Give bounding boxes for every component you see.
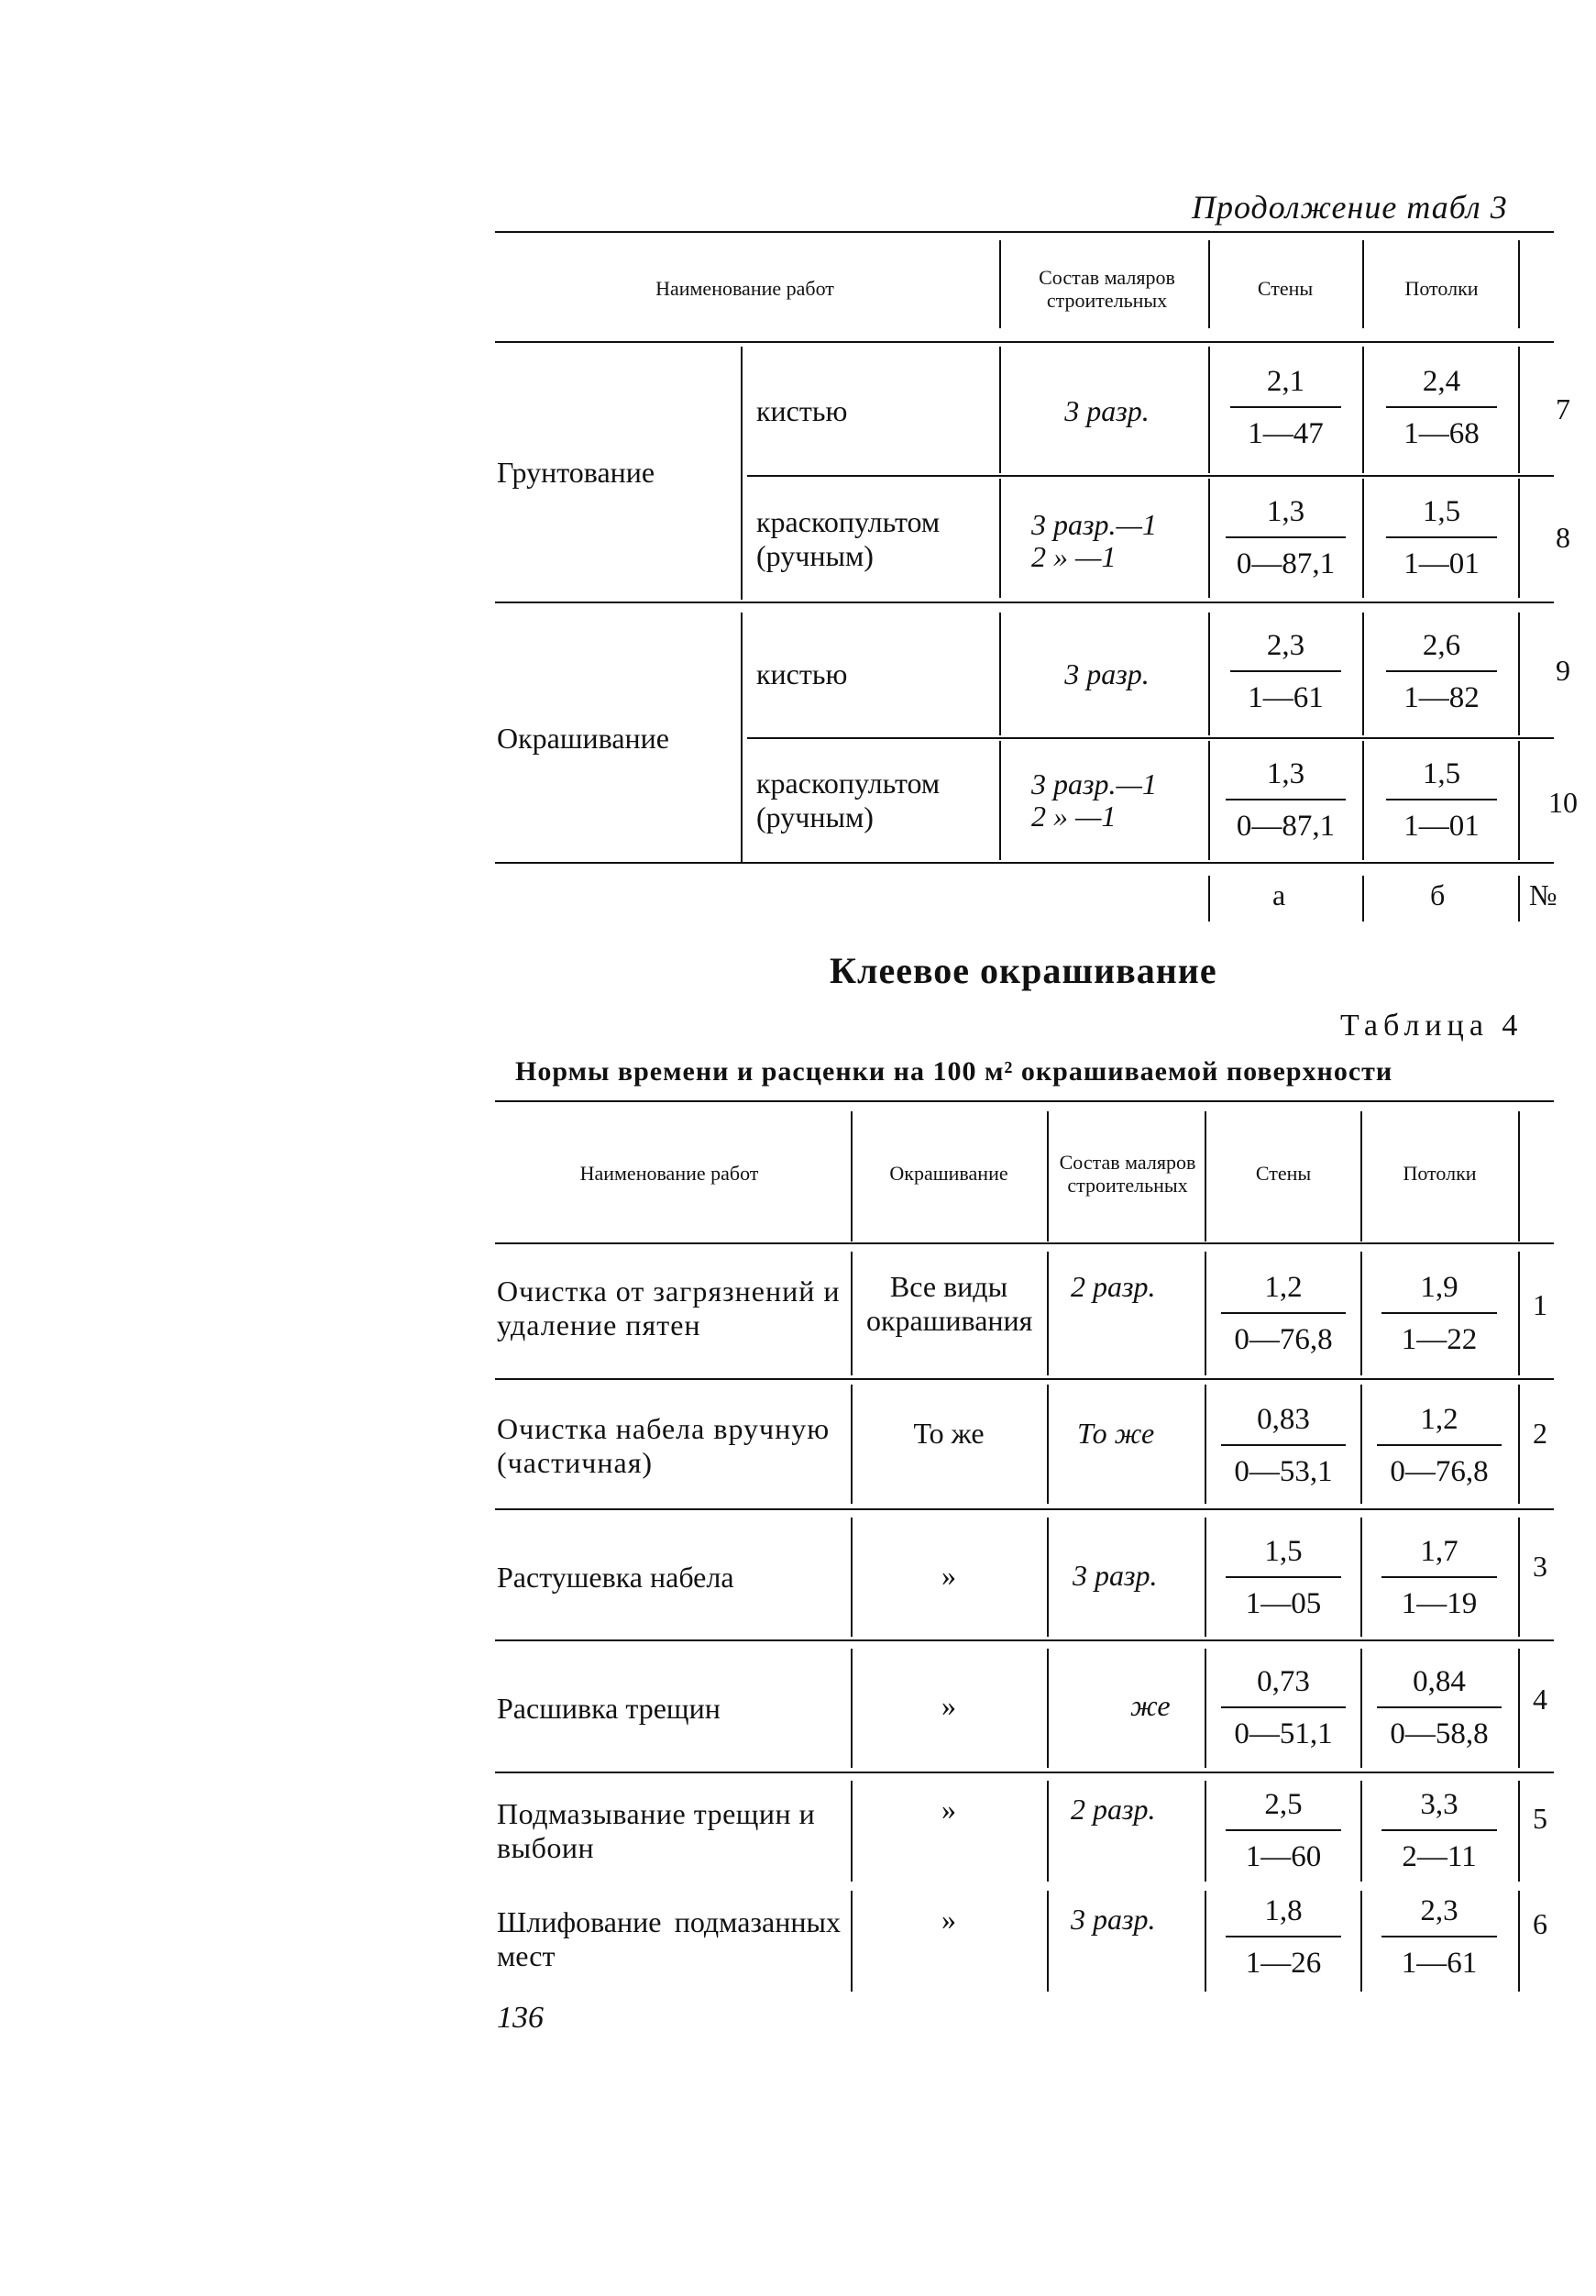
table4-row1-sep2 xyxy=(1047,1252,1049,1375)
table4-row6-sep3 xyxy=(1205,1891,1206,1992)
table3-row7-rule xyxy=(747,475,1554,477)
table3-row10-ceilings: 1,5 1—01 xyxy=(1375,759,1508,842)
table3-row8-walls: 1,3 0—87,1 xyxy=(1215,497,1357,580)
page-number: 136 xyxy=(497,2001,544,2035)
continuation-label: Продолжение табл 3 xyxy=(1192,189,1508,226)
table3-row8-sep4 xyxy=(1518,479,1520,598)
table4-row1-crew: 2 разр. xyxy=(1071,1270,1156,1303)
table3-group1-rule xyxy=(495,602,1554,603)
table4-row1-work: Очистка от загрязнений и удаление пятен xyxy=(497,1275,841,1341)
table3-row8-crew: 3 разр.—1 2 » —1 xyxy=(1031,508,1157,574)
table3-row8-ceilings: 1,5 1—01 xyxy=(1375,497,1508,580)
table4-row5-walls: 2,5 1—60 xyxy=(1215,1790,1352,1872)
table3-group2-sep xyxy=(741,613,743,862)
table4-row3-sep1 xyxy=(851,1518,853,1637)
table4-row5-sep4 xyxy=(1360,1781,1362,1882)
table4-row2-ceilings: 1,2 0—76,8 xyxy=(1366,1405,1513,1487)
table4-row4-ceilings: 0,84 0—58,8 xyxy=(1366,1667,1513,1750)
table3-header-sep4 xyxy=(1518,240,1520,328)
table4-row3-num: 3 xyxy=(1533,1550,1547,1583)
table3-footer-a: а xyxy=(1272,878,1286,911)
table3-row9-walls: 2,3 1—61 xyxy=(1219,631,1352,713)
table4-row5-crew: 2 разр. xyxy=(1071,1793,1156,1826)
table4-row1-sep3 xyxy=(1205,1252,1206,1375)
table3-row8-sep3 xyxy=(1362,479,1364,598)
table4-row6-sep2 xyxy=(1047,1891,1049,1992)
table3-row8-method: краскопультом (ручным) xyxy=(756,504,941,572)
table3-row7-sep3 xyxy=(1362,347,1364,473)
table4-row2-rule xyxy=(495,1508,1554,1510)
table3-row7-sep2 xyxy=(1208,347,1210,473)
table3-row9-ceilings: 2,6 1—82 xyxy=(1375,631,1508,713)
table4-row2-walls: 0,83 0—53,1 xyxy=(1210,1405,1357,1487)
table3-footer-sep2 xyxy=(1362,876,1364,922)
table4-row4-sep4 xyxy=(1360,1649,1362,1768)
table3-header-sep1 xyxy=(999,240,1001,328)
table3-row9-num: 9 xyxy=(1556,654,1570,687)
table4-row4-rule xyxy=(495,1772,1554,1773)
table4-row3-sep2 xyxy=(1047,1518,1049,1637)
table3-row9-crew: 3 разр. xyxy=(1064,657,1150,691)
table4-row6-sep4 xyxy=(1360,1891,1362,1992)
table3-row9-method: кистью xyxy=(756,657,848,691)
table4-row3-sep3 xyxy=(1205,1518,1206,1637)
table3-group1-sep xyxy=(741,347,743,600)
table4-top-rule xyxy=(495,1100,1554,1102)
table4-header-sep1 xyxy=(851,1111,853,1242)
table3-row8-num: 8 xyxy=(1556,521,1570,554)
table3-row7-crew: 3 разр. xyxy=(1064,393,1150,427)
table4-row3-crew: 3 разр. xyxy=(1073,1559,1158,1592)
table4-row3-walls: 1,5 1—05 xyxy=(1215,1537,1352,1619)
table3-row7-num: 7 xyxy=(1556,392,1570,425)
table3-header-ceilings: Потолки xyxy=(1404,277,1479,301)
table3-header-work: Наименование работ xyxy=(655,277,834,301)
table4-header-rule xyxy=(495,1242,1554,1244)
table3-row8-sep1 xyxy=(999,479,1001,598)
table3-row7-method: кистью xyxy=(756,393,848,427)
table4-row2-num: 2 xyxy=(1533,1417,1547,1450)
table4-header-sep5 xyxy=(1518,1111,1520,1242)
table3-header-rule xyxy=(495,341,1554,343)
table3-row10-sep2 xyxy=(1208,741,1210,860)
table4-header-sep2 xyxy=(1047,1111,1049,1242)
table4-row5-sep2 xyxy=(1047,1781,1049,1882)
table4-row1-ceilings: 1,9 1—22 xyxy=(1370,1273,1508,1355)
table3-row7-walls: 2,1 1—47 xyxy=(1219,367,1352,449)
table3-group-priming: Грунтование xyxy=(497,455,655,489)
table4-label: Таблица 4 xyxy=(1340,1009,1524,1043)
table4-row5-sep3 xyxy=(1205,1781,1206,1882)
table4-row2-work: Очистка набела вручную (частичная) xyxy=(497,1412,831,1479)
table4-row3-paint: » xyxy=(941,1559,956,1592)
table4-row1-walls: 1,2 0—76,8 xyxy=(1210,1273,1357,1355)
table3-footer-sep3 xyxy=(1518,876,1520,922)
table3-header-crew: Состав маляров строительных xyxy=(1039,265,1175,312)
table4-row2-sep4 xyxy=(1360,1385,1362,1504)
table3-row10-method: краскопультом (ручным) xyxy=(756,766,941,833)
table3-row9-rule xyxy=(747,737,1554,739)
table4-header-work: Наименование работ xyxy=(579,1162,759,1186)
table4-row6-num: 6 xyxy=(1533,1907,1547,1940)
table3-row7-sep1 xyxy=(999,347,1001,473)
table3-bottom-rule xyxy=(495,862,1554,864)
table4-row3-work: Растушевка набела xyxy=(497,1561,734,1594)
table4-header-crew: Состав маляров строительных xyxy=(1059,1150,1196,1197)
table3-row8-sep2 xyxy=(1208,479,1210,598)
table4-row3-sep4 xyxy=(1360,1518,1362,1637)
table4-row6-work: Шлифование подмазанных мест xyxy=(497,1905,841,1972)
table4-row1-rule xyxy=(495,1378,1554,1380)
table3-header-sep3 xyxy=(1362,240,1364,328)
table3-row9-sep3 xyxy=(1362,613,1364,735)
table4-row2-paint: То же xyxy=(913,1417,985,1450)
table3-row10-num: 10 xyxy=(1548,786,1578,819)
table3-row10-crew: 3 разр.—1 2 » —1 xyxy=(1031,767,1157,833)
table3-row9-sep2 xyxy=(1208,613,1210,735)
table3-row10-walls: 1,3 0—87,1 xyxy=(1215,759,1357,842)
table3-row10-sep4 xyxy=(1518,741,1520,860)
table3-header-walls: Стены xyxy=(1257,277,1314,301)
table3-row9-sep4 xyxy=(1518,613,1520,735)
table4-row1-sep4 xyxy=(1360,1252,1362,1375)
table4-row1-num: 1 xyxy=(1533,1288,1547,1321)
table4-row3-ceilings: 1,7 1—19 xyxy=(1370,1537,1508,1619)
table4-row4-sep1 xyxy=(851,1649,853,1768)
table4-row5-work: Подмазывание трещин и выбоин xyxy=(497,1797,816,1864)
table4-row4-sep3 xyxy=(1205,1649,1206,1768)
table3-row9-sep1 xyxy=(999,613,1001,735)
table4-row5-num: 5 xyxy=(1533,1802,1547,1835)
table4-header-paint: Окрашивание xyxy=(889,1162,1008,1186)
table4-row6-crew: 3 разр. xyxy=(1071,1903,1156,1936)
table4-row4-crew: же xyxy=(1130,1689,1171,1722)
table3-top-rule xyxy=(495,231,1554,233)
table4-row2-sep1 xyxy=(851,1385,853,1504)
table4-row6-ceilings: 2,3 1—61 xyxy=(1370,1896,1508,1979)
table4-row6-sep5 xyxy=(1518,1891,1520,1992)
table4-row6-paint: » xyxy=(941,1903,956,1936)
table4-row6-walls: 1,8 1—26 xyxy=(1215,1896,1352,1979)
section-title: Клеевое окрашивание xyxy=(830,950,1217,991)
table4-header-sep3 xyxy=(1205,1111,1206,1242)
table4-row4-sep2 xyxy=(1047,1649,1049,1768)
table3-group-painting: Окрашивание xyxy=(497,721,669,755)
table3-row7-ceilings: 2,4 1—68 xyxy=(1375,367,1508,449)
table3-footer-sep1 xyxy=(1208,876,1210,922)
table4-row5-paint: » xyxy=(941,1793,956,1826)
table3-row10-sep3 xyxy=(1362,741,1364,860)
table4-row5-ceilings: 3,3 2—11 xyxy=(1370,1790,1508,1872)
table3-header-sep2 xyxy=(1208,240,1210,328)
table4-header-walls: Стены xyxy=(1255,1162,1312,1186)
table3-footer-b: б xyxy=(1430,878,1446,911)
table4-row2-sep3 xyxy=(1205,1385,1206,1504)
table4-caption: Нормы времени и расценки на 100 м² окрашиваемой поверхности xyxy=(515,1056,1393,1087)
table4-row2-crew: То же xyxy=(1077,1417,1155,1450)
table3-row7-sep4 xyxy=(1518,347,1520,473)
table3-row10-sep1 xyxy=(999,741,1001,860)
table4-row4-walls: 0,73 0—51,1 xyxy=(1210,1667,1357,1750)
table4-header-ceilings: Потолки xyxy=(1403,1162,1477,1186)
table3-footer-no: № xyxy=(1529,878,1557,911)
table4-row1-sep1 xyxy=(851,1252,853,1375)
table4-row1-paint: Все виды окрашивания xyxy=(866,1270,1033,1337)
table4-row2-sep2 xyxy=(1047,1385,1049,1504)
table4-row5-sep1 xyxy=(851,1781,853,1882)
table4-row4-num: 4 xyxy=(1533,1683,1547,1716)
table4-row3-rule xyxy=(495,1639,1554,1641)
table4-row4-work: Расшивка трещин xyxy=(497,1692,721,1725)
table4-header-sep4 xyxy=(1360,1111,1362,1242)
table4-row4-paint: » xyxy=(941,1689,956,1722)
table4-row6-sep1 xyxy=(851,1891,853,1992)
